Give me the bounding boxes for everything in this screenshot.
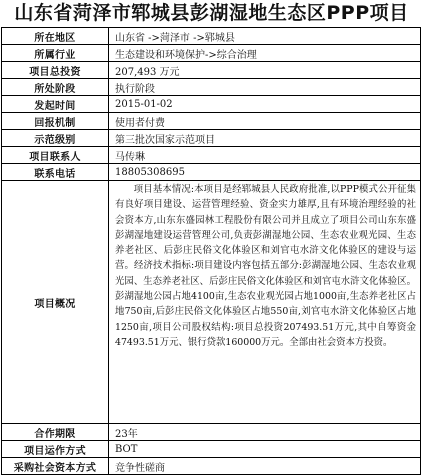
overview-cell — [109, 181, 421, 424]
total-investment-value: 207,493 万元 — [109, 62, 421, 79]
table-row — [2, 441, 421, 458]
table-row — [2, 164, 421, 181]
contact-person-label: 项目联系人 — [2, 147, 109, 164]
industry-value: 生态建设和环境保护->综合治理 — [109, 45, 421, 62]
table-row — [2, 130, 421, 147]
page-title: 山东省菏泽市郓城县彭湖湿地生态区PPP项目 — [14, 2, 409, 24]
table-row — [2, 96, 421, 113]
stage-label: 所处阶段 — [2, 79, 109, 96]
return-mechanism-value: 使用者付费 — [109, 113, 421, 130]
contact-phone-label: 联系电话 — [2, 164, 109, 181]
table-row — [2, 424, 421, 441]
overview-label: 项目概况 — [2, 181, 109, 424]
cooperation-period-value: 23年 — [109, 424, 421, 441]
operation-mode-label: 项目运作方式 — [2, 441, 109, 458]
table-row — [2, 458, 421, 475]
contact-phone-value: 18805308695 — [109, 164, 421, 181]
demo-level-label: 示范级别 — [2, 130, 109, 147]
industry-label: 所属行业 — [2, 45, 109, 62]
table-row — [2, 113, 421, 130]
region-label: 所在地区 — [2, 28, 109, 45]
contact-person-value: 马传琳 — [109, 147, 421, 164]
table-row — [2, 62, 421, 79]
table-row — [2, 147, 421, 164]
overview-text: 项目基本情况:本项目是经郓城县人民政府批准,以PPP模式公开征集有良好项目建设、运营管理经验、资金实力雄厚,且有环境治理经验的社会资本方,山东东盛园林工程股份有限公司并且成立了项目公司山东东盛彭湖湿地建设运营管理公司,负责彭湖湿地公园、生态农业观光园、生态养老社区、后彭庄民俗文化体验区和刘官屯水浒文化体验区的建设与运营。经济技术指标:项目建设内容包括五部分:彭湖湿地公园、生态农业观光园、生态养老社区、后彭庄民俗文化体验区和刘官屯水浒文化体验区。彭湖湿地公园占地4100亩,生态农业观光园占地1000亩,生态养老社区占地750亩,后彭庄民俗文化体验区占地550亩,刘官屯水浒文化体验区占地1250亩,项目公司股权结构:项目总投资207493.51万元,其中自筹资金47493.51万元、银行贷款160000万元。全部由社会资本方投资。 — [115, 184, 416, 348]
total-investment-label: 项目总投资 — [2, 62, 109, 79]
stage-value: 执行阶段 — [109, 79, 421, 96]
table-row — [2, 181, 421, 424]
launch-date-value: 2015-01-02 — [109, 96, 421, 113]
launch-date-label: 发起时间 — [2, 96, 109, 113]
operation-mode-value: BOT — [109, 441, 421, 458]
table-row — [2, 79, 421, 96]
return-mechanism-label: 回报机制 — [2, 113, 109, 130]
procurement-method-label: 采购社会资本方式 — [2, 458, 109, 475]
procurement-method-value: 竞争性磋商 — [109, 458, 421, 475]
demo-level-value: 第三批次国家示范项目 — [109, 130, 421, 147]
cooperation-period-label: 合作期限 — [2, 424, 109, 441]
table-row — [2, 45, 421, 62]
project-info-table — [1, 27, 421, 475]
region-value: 山东省 ->菏泽市 ->郓城县 — [109, 28, 421, 45]
table-row — [2, 28, 421, 45]
